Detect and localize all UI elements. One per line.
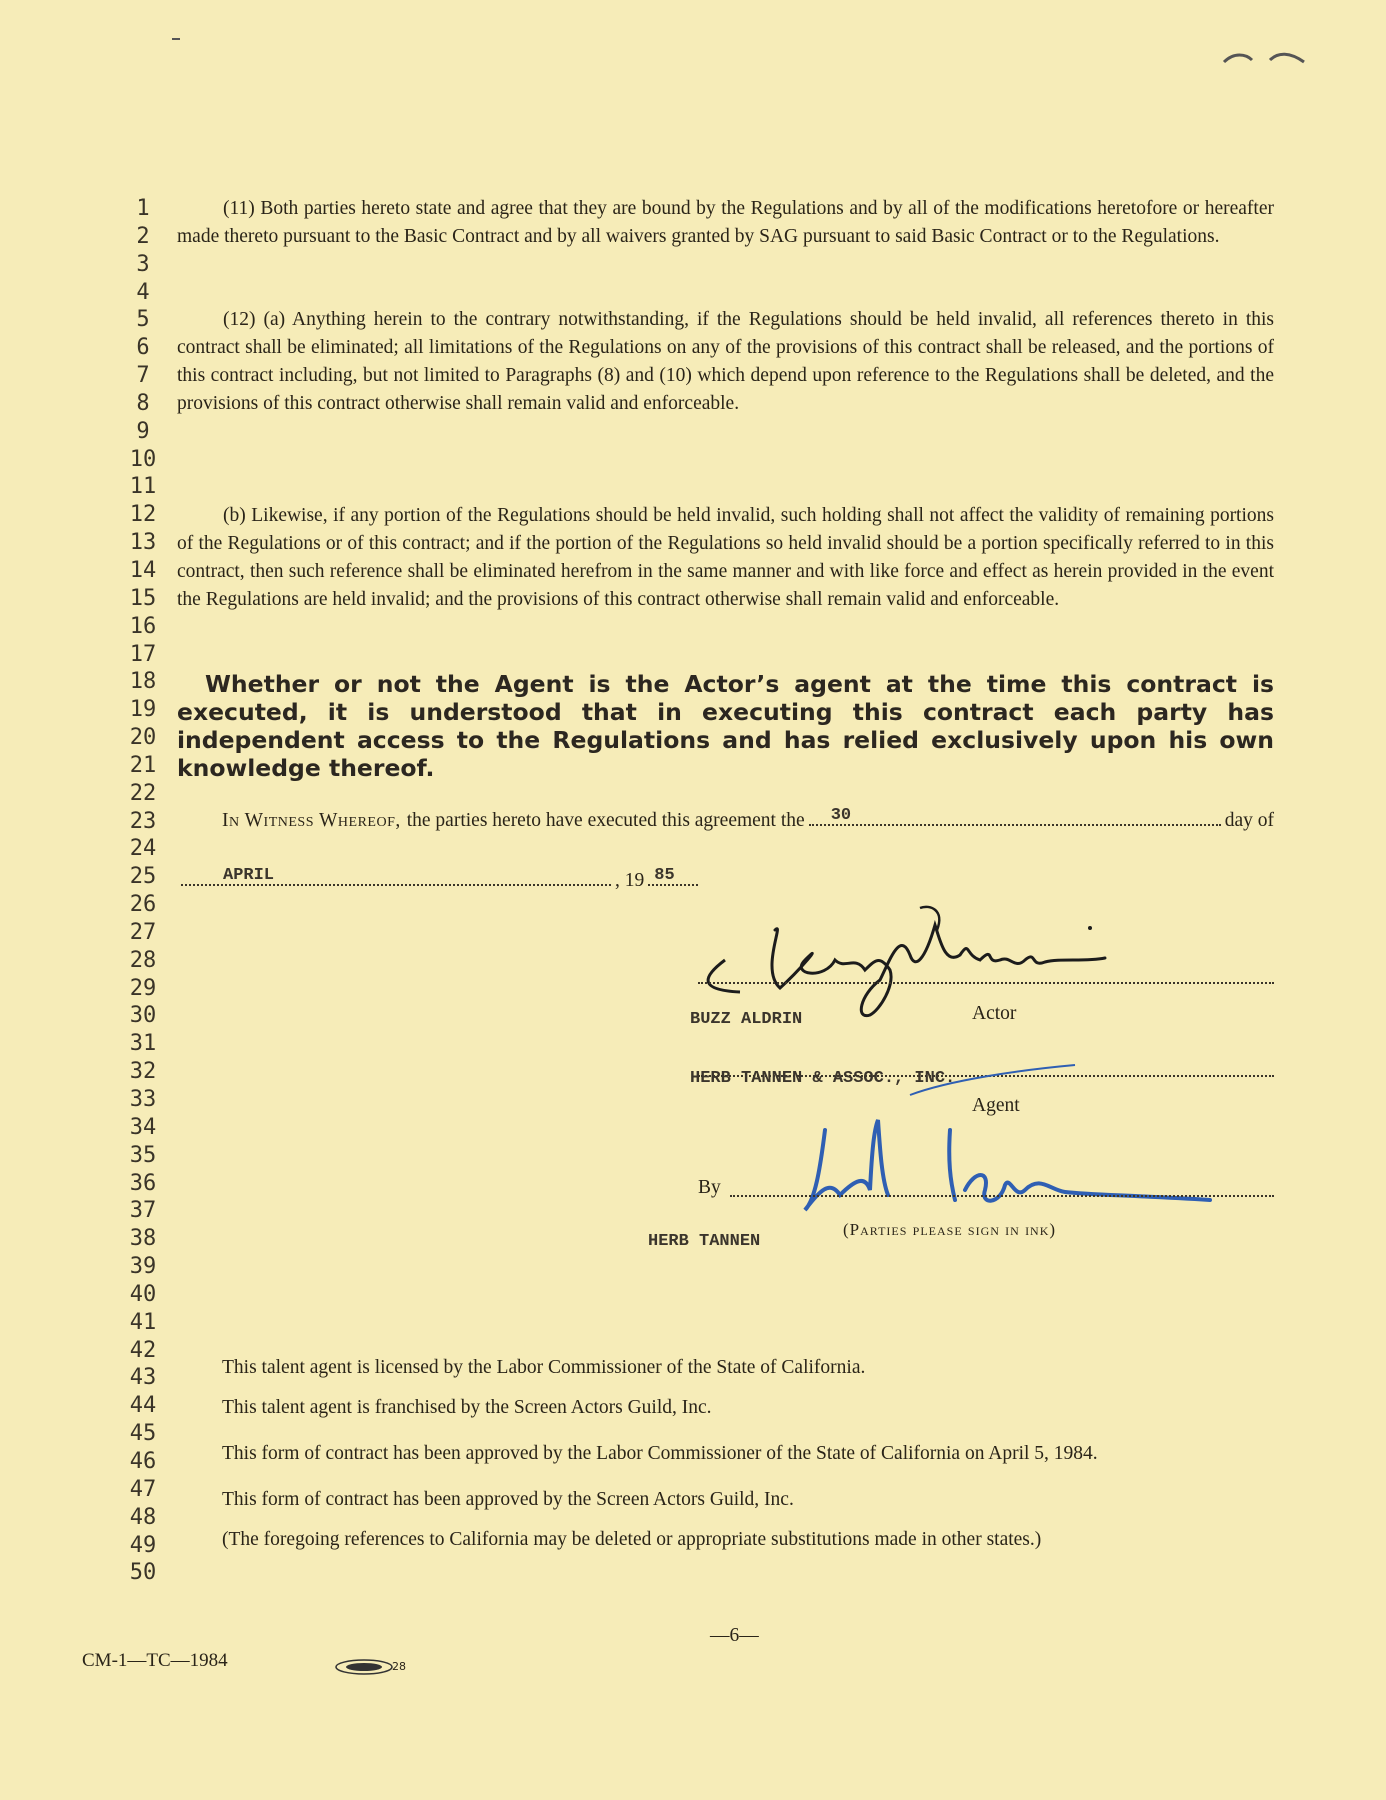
ink-instruction: (Parties please sign in ink) (843, 1220, 1057, 1239)
line-number: 29 (129, 975, 157, 1001)
footer-note-franchise: This talent agent is franchised by the Screen Actors Guild, Inc. (222, 1397, 712, 1418)
line-number: 23 (129, 808, 157, 834)
day-value: 30 (830, 806, 852, 825)
line-number: 24 (129, 836, 157, 862)
by-label: By (698, 1177, 721, 1198)
line-number: 37 (129, 1198, 157, 1224)
line-number: 3 (136, 251, 150, 277)
year-value: 85 (654, 866, 675, 885)
line-number: 43 (129, 1365, 157, 1391)
line-number: 39 (129, 1254, 157, 1280)
stray-mark (172, 38, 180, 40)
line-number: 27 (129, 919, 157, 945)
year-field[interactable] (648, 868, 698, 886)
line-number: 13 (129, 530, 157, 556)
line-number: 36 (129, 1170, 157, 1196)
line-number: 10 (129, 446, 157, 472)
witness-lead: In Witness Whereof, (222, 810, 401, 831)
line-number: 41 (129, 1309, 157, 1335)
union-bug-icon (334, 1658, 394, 1676)
line-number: 49 (129, 1532, 157, 1558)
paragraph-11-text: (11) Both parties hereto state and agree that they are bound by the Regulations and by all of the modifications heretofore or hereafter made thereto pursuant to the Basic Contract and by all waivers granted by SAG pursuant to said Basic Contract or to the Regulations. (177, 198, 1274, 247)
corner-scribble (1222, 48, 1308, 70)
agent-signature-line[interactable] (730, 1195, 1274, 1197)
paragraph-12b (177, 502, 1274, 613)
line-number: 42 (129, 1337, 157, 1363)
line-number: 48 (129, 1504, 157, 1530)
witness-text: the parties hereto have executed this agreement the (406, 810, 805, 831)
line-number: 7 (136, 363, 150, 389)
line-number: 33 (129, 1087, 157, 1112)
footer-notes (222, 1354, 1274, 1554)
line-number: 20 (129, 725, 157, 751)
line-number: 50 (129, 1560, 157, 1586)
line-number: 44 (129, 1393, 157, 1419)
line-number: 17 (129, 641, 157, 667)
line-number: 35 (129, 1142, 157, 1168)
line-number: 14 (129, 557, 157, 583)
paragraph-12a (177, 306, 1274, 417)
line-number: 45 (129, 1421, 157, 1447)
line-number: 46 (129, 1448, 157, 1474)
footer-note-labor-approval: This form of contract has been approved by the Labor Commissioner of the State of California on April 5, 1984. (222, 1443, 1098, 1464)
line-number: 47 (129, 1476, 157, 1502)
agent-signature (800, 1060, 1240, 1235)
line-number: 21 (129, 752, 157, 778)
paragraph-11 (177, 195, 1274, 251)
line-number: 26 (129, 892, 157, 918)
line-number: 38 (129, 1226, 157, 1252)
line-number: 12 (129, 502, 157, 528)
agent-label: Agent (972, 1095, 1020, 1116)
form-id: CM-1—TC—1984 (82, 1650, 228, 1671)
line-number: 28 (129, 947, 157, 973)
paragraph-12b-text: (b) Likewise, if any portion of the Regulations should be held invalid, such holding shall not affect the validity of remaining portions of the Regulations or of this contract; and if the portion of the Regulations so held invalid should be a portion specifically referred to in this contract, then such reference shall be eliminated herefrom in the same manner and with like force and effect as herein provided in the event the Regulations are held invalid; and the provisions of this contract otherwise shall remain valid and enforceable. (177, 505, 1274, 610)
line-number: 16 (129, 613, 157, 639)
independent-access-clause: Whether or not the Agent is the Actor’s agent at the time this contract is executed, it is understood that in executing this contract each party has independent access to the Regulations and has relied exclusively upon his own knowledge thereof. (177, 670, 1274, 782)
actor-signature-line[interactable] (698, 982, 1274, 984)
line-number: 30 (129, 1003, 157, 1029)
footer-note-license: This talent agent is licensed by the Labor Commissioner of the State of California. (222, 1357, 866, 1378)
line-number: 4 (136, 279, 150, 305)
date-line (177, 868, 717, 892)
line-number: 15 (129, 585, 157, 611)
line-number: 19 (129, 697, 157, 723)
line-number: 2 (136, 223, 150, 249)
line-number: 31 (129, 1031, 157, 1057)
line-number: 40 (129, 1281, 157, 1307)
agent-typed-name: HERB TANNEN (648, 1232, 761, 1251)
line-number: 22 (129, 780, 157, 806)
line-numbers (122, 195, 164, 1587)
line-number: 11 (129, 474, 157, 500)
witness-clause (222, 808, 1274, 832)
actor-label: Actor (972, 1003, 1017, 1024)
line-number: 18 (129, 669, 157, 695)
line-number: 5 (136, 307, 150, 333)
agency-typed-name: HERB TANNEN & ASSOC., INC. (690, 1069, 956, 1088)
year-prefix: , 19 (615, 870, 645, 891)
line-number: 34 (129, 1114, 157, 1140)
line-number: 9 (136, 418, 150, 444)
day-of-label: day of (1224, 810, 1274, 831)
day-field[interactable] (809, 808, 1221, 826)
line-number: 8 (136, 390, 150, 416)
page-number: —6— (710, 1625, 759, 1646)
line-number: 1 (136, 196, 150, 221)
actor-typed-name: BUZZ ALDRIN (690, 1010, 803, 1029)
line-number: 25 (129, 864, 157, 890)
paragraph-12a-text: (12) (a) Anything herein to the contrary notwithstanding, if the Regulations should be held invalid, all references thereto in this contract shall be eliminated; all limitations of the Regulations on any of the provisions of this contract shall be released, and the portions of this contract including, but not limited to Paragraphs (8) and (10) which depend upon reference to the Regulations shall be deleted, and the provisions of this contract otherwise shall remain valid and enforceable. (177, 309, 1274, 414)
month-field[interactable] (181, 868, 611, 886)
line-number: 6 (136, 335, 150, 361)
month-value: APRIL (223, 866, 275, 885)
footer-note-substitutions: (The foregoing references to California may be deleted or appropriate substitutions made in other states.) (222, 1529, 1042, 1550)
line-number: 32 (129, 1059, 157, 1085)
union-bug-number: 28 (392, 1660, 406, 1673)
footer-note-sag-approval: This form of contract has been approved by the Screen Actors Guild, Inc. (222, 1489, 794, 1510)
